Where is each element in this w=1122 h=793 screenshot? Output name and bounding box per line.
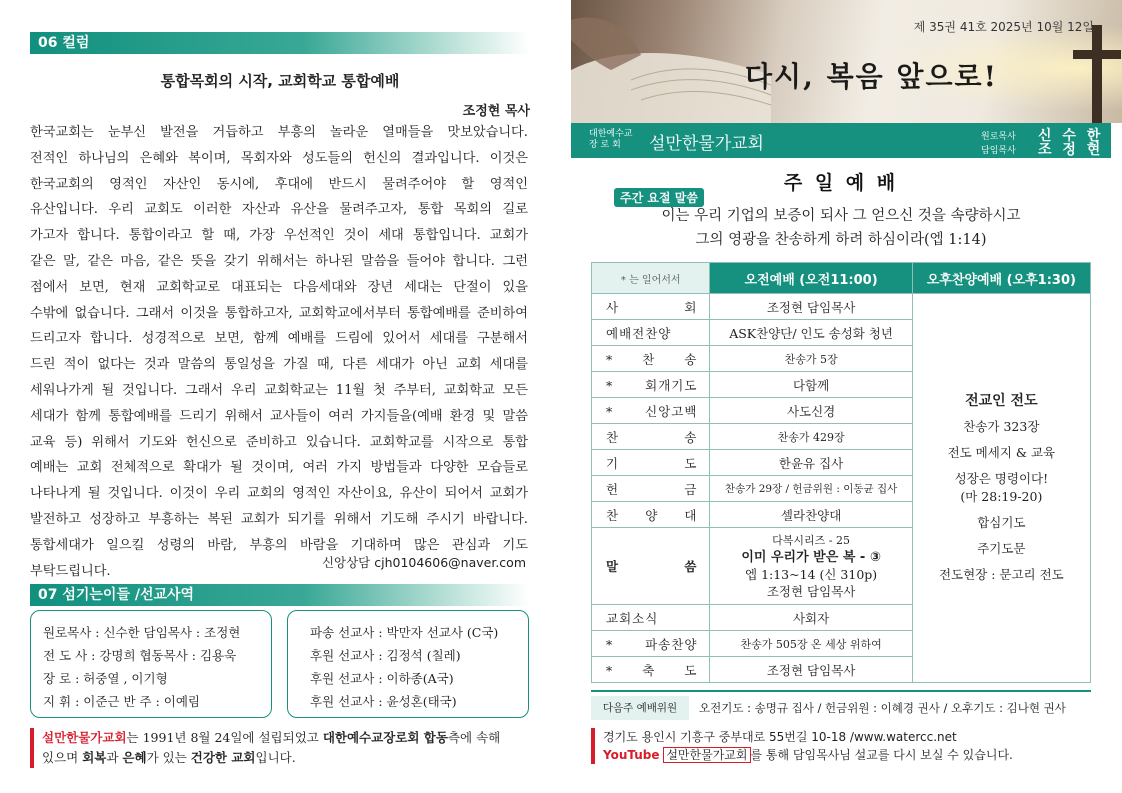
staff-box xyxy=(30,610,272,718)
body-line: 한국교회의 영적인 자산인 동시에, 후대에 반드시 물려주어야 할 영적인 xyxy=(30,176,528,192)
body-line: 부탁드립니다. xyxy=(30,563,111,579)
pm-line: 주기도문 xyxy=(977,541,1026,556)
row-value: 셀라찬양대 xyxy=(710,502,912,528)
intro-text: 입니다. xyxy=(255,750,296,765)
body-line: 세워나가게 될 것입니다. 그래서 우리 교회학교는 11월 첫 주부터, 교회학교 모든 xyxy=(30,382,528,398)
denomination-label xyxy=(589,129,632,151)
church-address xyxy=(591,728,1013,764)
body-line: 수밖에 없습니다. 그래서 이것을 통합하고자, 교회학교에서부터 통합예배를 준비하여 xyxy=(30,305,528,321)
row-label: 찬 양 대 xyxy=(592,502,710,528)
row-label: * 회개기도 xyxy=(592,372,710,398)
weekly-verse-tag: 주간 요절 말씀 xyxy=(614,188,704,207)
row-value: 찬송가 429장 xyxy=(710,424,912,450)
row-value: 조정현 담임목사 xyxy=(710,294,912,320)
issue-info: 제 35권 41호 2025년 10월 12일 xyxy=(913,20,1094,34)
intro-text: 측에 속해 xyxy=(447,730,501,745)
staff-row: 전 도 사 : 강명희 협동목사 : 김용욱 xyxy=(43,648,237,663)
address-line[interactable]: 경기도 용인시 기흥구 중부대로 55번길 10-18 /www.watercc.net xyxy=(603,730,957,744)
worship-title: 주 일 예 배 xyxy=(783,172,899,194)
pm-title: 전교인 전도 xyxy=(965,393,1038,409)
church-name: 설만한물가교회 xyxy=(649,134,764,154)
verse-line: 그의 영광을 찬송하게 하려 하심이라(엡 1:14) xyxy=(695,232,987,248)
body-line: 점에서 보면, 현재 교회학교로 대표되는 다음세대와 장년 세대는 단절이 있을 xyxy=(30,279,528,295)
body-line: 같은 말, 같은 마음, 같은 뜻을 갖기 위해서는 하나된 말씀을 들어야 합니다. 그런 xyxy=(30,253,528,269)
column-author: 조정현 목사 xyxy=(462,104,530,119)
mission-box xyxy=(287,610,529,718)
next-week-label: 다음주 예배위원 xyxy=(591,696,689,720)
body-line: 교육 등) 위해서 기도와 헌신으로 준비하고 있습니다. 교회학교를 시작으로 통합 xyxy=(30,434,528,450)
mission-row: 후원 선교사 : 이하종(A국) xyxy=(310,671,454,686)
body-line: 발전하고 성장하고 부흥하는 복된 교회가 되기를 위해서 기도해 주시기 바랍니다. xyxy=(30,511,528,527)
denomination: 대한예수교장로회 합동 xyxy=(322,730,448,745)
body-line: 드리고자 합니다. 성경적으로 보면, 함께 예배를 드림에 있어서 세대를 구분해서 xyxy=(30,331,528,347)
body-line: 전적인 하나님의 은혜와 복이며, 목회자와 성도들의 헌신의 결과입니다. 이것은 xyxy=(30,150,528,166)
next-week-servers xyxy=(591,690,1091,724)
row-value: ASK찬양단/ 인도 송성화 청년 xyxy=(710,320,912,346)
body-line: 가고자 합니다. 통합이라고 할 때, 가장 우선적인 것이 세대 통합입니다. 교회가 xyxy=(30,228,528,244)
row-label: * 축 도 xyxy=(592,657,710,683)
row-label: 사 회 xyxy=(592,294,710,320)
body-line: 나타나게 될 것입니다. 이것이 우리 교회의 영적인 자산이요, 유산이 되어서 교회가 xyxy=(30,486,528,502)
body-line: 통합세대가 일으킬 성령의 바람, 부흥의 바람을 기대하며 많은 관심과 기도 xyxy=(30,537,528,553)
intro-text: 있으며 xyxy=(42,750,83,765)
am-service-header: 오전예배 (오전11:00) xyxy=(710,263,912,294)
body-line: 유산입니다. 우리 교회도 이러한 자산과 유산을 물려주고자, 통합 목회의 길로 xyxy=(30,202,528,218)
row-value: 한윤유 집사 xyxy=(710,450,912,476)
staff-row: 원로목사 : 신수한 담임목사 : 조정현 xyxy=(43,625,241,640)
mission-row: 파송 선교사 : 박만자 선교사 (C국) xyxy=(310,625,499,640)
body-line: 세대가 함께 통합예배를 드리기 위해서 교사들이 여러 가지들을(예배 환경 및 말씀 xyxy=(30,408,528,424)
intro-text: 과 xyxy=(106,750,123,765)
staff-row: 지 휘 : 이준근 반 주 : 이예림 xyxy=(43,694,200,709)
row-value: 찬송가 505장 온 세상 위하여 xyxy=(710,631,912,657)
denom-line: 대한예수교 xyxy=(589,129,633,139)
sermon-details xyxy=(710,528,912,605)
senior-name: 조 정 현 xyxy=(1038,142,1104,158)
row-value: 다함께 xyxy=(710,372,912,398)
row-label: 기 도 xyxy=(592,450,710,476)
row-value: 찬송가 5장 xyxy=(710,346,912,372)
slogan: 다시, 복음 앞으로! xyxy=(745,60,998,93)
pm-service-details xyxy=(912,294,1090,683)
senior-label: 담임목사 xyxy=(981,146,1016,156)
column-body xyxy=(30,120,528,584)
stand-note: * 는 일어서서 xyxy=(592,263,710,294)
intro-text: 는 1991년 8월 24일에 설립되었고 xyxy=(126,730,323,745)
pm-line: 성장은 명령이다! xyxy=(954,471,1049,486)
mission-row: 후원 선교사 : 윤성혼(태국) xyxy=(310,694,457,709)
youtube-channel[interactable]: 설만한물가교회 xyxy=(663,747,750,763)
next-week-text: 오전기도 : 송명규 집사 / 헌금위원 : 이혜경 권사 / 오후기도 : 김나현 권사 xyxy=(699,701,1066,715)
row-value: 사회자 xyxy=(710,605,912,631)
youtube-logo: YouTube xyxy=(603,748,660,762)
body-line: 드린 적이 없다는 것과 말씀의 통일성을 가질 때, 다른 세대가 아닌 교회 세대를 xyxy=(30,357,528,373)
sermon-preacher: 조정현 담임목사 xyxy=(766,584,856,599)
row-value: 사도신경 xyxy=(710,398,912,424)
mission-row: 후원 선교사 : 김정석 (칠레) xyxy=(310,648,461,663)
row-label: 말 씀 xyxy=(592,528,710,605)
body-line: 한국교회는 눈부신 발전을 거듭하고 부흥의 놀라운 열매들을 맛보았습니다. xyxy=(30,125,528,140)
row-label: 교회소식 xyxy=(592,605,710,631)
service-order-table xyxy=(591,262,1091,683)
weekly-verse xyxy=(571,204,1111,252)
row-value: 찬송가 29장 / 헌금위원 : 이동균 집사 xyxy=(710,476,912,502)
youtube-text: 를 통해 담임목사님 설교를 다시 보실 수 있습니다. xyxy=(750,748,1013,762)
pm-service-header: 오후찬양예배 (오후1:30) xyxy=(912,263,1090,294)
sermon-title: 이미 우리가 받은 복 - ③ xyxy=(741,550,881,565)
staff-section-header: 07 섬기는이들 /선교사역 xyxy=(30,584,530,606)
row-label: 헌 금 xyxy=(592,476,710,502)
verse-line: 이는 우리 기업의 보증이 되사 그 얻으신 것을 속량하시고 xyxy=(661,208,1021,224)
intro-text: 가 있는 xyxy=(146,750,191,765)
emeritus-name: 신 수 한 xyxy=(1038,128,1104,144)
counsel-email[interactable]: 신앙상담 cjh0104606@naver.com xyxy=(321,555,526,570)
church-intro xyxy=(30,728,530,768)
pm-line: 찬송가 323장 xyxy=(963,419,1040,434)
pm-line: (마 28:19-20) xyxy=(960,489,1043,504)
column-section-header: 06 컬럼 xyxy=(30,32,530,54)
church-name-red: 설만한물가교회 xyxy=(42,730,127,745)
row-value: 조정현 담임목사 xyxy=(710,657,912,683)
pm-line: 합심기도 xyxy=(977,515,1026,530)
table-row xyxy=(592,294,1091,320)
sermon-scripture: 엡 1:13~14 (신 310p) xyxy=(745,567,878,582)
intro-bold: 은혜 xyxy=(122,750,147,765)
row-label: 예배전찬양 xyxy=(592,320,710,346)
column-title: 통합목회의 시작, 교회학교 통합예배 xyxy=(160,72,400,90)
row-label: * 신앙고백 xyxy=(592,398,710,424)
pm-line: 전도현장 : 문고리 전도 xyxy=(938,567,1064,582)
row-label: * 파송찬양 xyxy=(592,631,710,657)
denom-line: 장 로 회 xyxy=(589,140,621,150)
intro-bold: 건강한 교회 xyxy=(190,750,256,765)
church-banner xyxy=(571,123,1111,158)
emeritus-label: 원로목사 xyxy=(981,132,1016,142)
staff-row: 장 로 : 허중열 , 이기형 xyxy=(43,671,168,686)
row-label: * 찬 송 xyxy=(592,346,710,372)
row-label: 찬 송 xyxy=(592,424,710,450)
sermon-series: 다복시리즈 - 25 xyxy=(772,534,851,547)
body-line: 예배는 교회 전체적으로 확대가 될 것이며, 여러 가지 방법들과 다양한 모습들로 xyxy=(30,460,528,476)
pm-line: 전도 메세지 & 교육 xyxy=(947,445,1056,460)
intro-bold: 회복 xyxy=(82,750,107,765)
